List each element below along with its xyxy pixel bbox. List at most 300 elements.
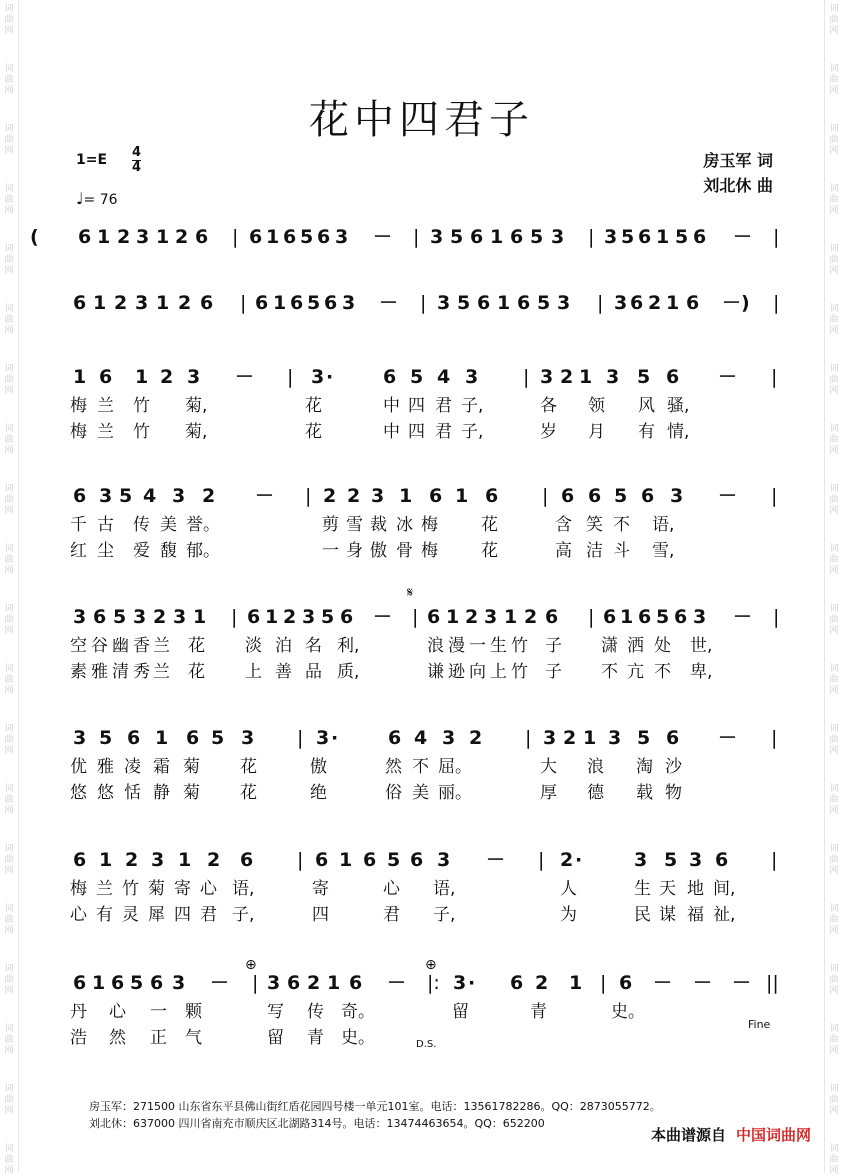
note: 1	[156, 292, 170, 314]
note: 3	[302, 606, 316, 628]
lyric-word: 留	[267, 1028, 284, 1048]
watermark-glyph: 网	[829, 806, 839, 816]
watermark-glyph: 词	[4, 1024, 14, 1034]
sustain-dash: －	[373, 606, 393, 628]
watermark-glyph: 词	[829, 784, 839, 794]
note: 3	[342, 292, 356, 314]
watermark-glyph: 曲	[4, 435, 14, 445]
watermark-glyph: 词	[829, 724, 839, 734]
lyric-word: 梅	[421, 515, 438, 535]
note: 2	[283, 606, 297, 628]
lyric-word: 善	[275, 662, 292, 682]
barline: |	[232, 226, 239, 248]
watermark-glyph: 词	[4, 964, 14, 974]
watermark-glyph: 网	[4, 386, 14, 396]
note: 6	[255, 292, 269, 314]
note: 2	[307, 972, 321, 994]
lyric-word: 中	[383, 422, 400, 442]
ds-marking: D.S.	[416, 1039, 437, 1050]
lyric-word: 兰	[153, 636, 170, 656]
note: 6	[588, 485, 602, 507]
lyric-word: 馥	[160, 541, 177, 561]
note: 6	[111, 972, 125, 994]
watermark-glyph: 网	[829, 926, 839, 936]
note: 1	[399, 485, 413, 507]
lyric-word: 淘	[636, 757, 653, 777]
lyric-word: 梅	[421, 541, 438, 561]
barline: |	[297, 727, 304, 749]
lyric-word: 骚,	[667, 396, 690, 416]
dot-extension: ·	[468, 972, 476, 994]
lyric-word: 兰	[97, 422, 114, 442]
note: 6	[127, 727, 141, 749]
note: 6	[315, 849, 329, 871]
footer-line-lyricist: 房玉军：271500 山东省东平县佛山街红盾花园四号楼一单元101室。电话：13561782286。QQ：2873055772。	[89, 1100, 661, 1113]
note: 5	[530, 226, 544, 248]
lyric-word: 四	[312, 905, 329, 925]
note: 1	[455, 485, 469, 507]
sustain-dash: －	[733, 226, 753, 248]
note: 3	[540, 366, 554, 388]
lyric-word: 留	[452, 1002, 469, 1022]
tempo-value: = 76	[83, 192, 118, 208]
watermark-glyph: 词	[829, 544, 839, 554]
lyric-word: 子,	[433, 905, 456, 925]
lyric-line-verse-2	[0, 539, 843, 563]
barline: |	[231, 606, 238, 628]
lyric-word: 静	[153, 783, 170, 803]
watermark-glyph: 词	[4, 904, 14, 914]
watermark-glyph: 网	[4, 446, 14, 456]
lyric-word: 犀	[148, 905, 165, 925]
note: 6	[641, 485, 655, 507]
watermark-glyph: 曲	[829, 195, 839, 205]
lyric-word: 爱	[133, 541, 150, 561]
note: 2	[524, 606, 538, 628]
watermark-glyph: 词	[829, 304, 839, 314]
note: 6	[249, 226, 263, 248]
note: 1	[569, 972, 583, 994]
quarter-note-icon: ♩	[76, 189, 84, 208]
lyric-word: 兰	[96, 879, 113, 899]
sustain-dash: －	[733, 606, 753, 628]
note: 4	[437, 366, 451, 388]
watermark-glyph: 词	[4, 4, 14, 14]
watermark-glyph: 网	[829, 26, 839, 36]
barline: |	[588, 606, 595, 628]
watermark-glyph: 网	[4, 326, 14, 336]
lyric-word: 一	[469, 636, 486, 656]
lyric-word: 红	[70, 541, 87, 561]
time-signature-top: 4	[132, 145, 142, 160]
note: 5	[614, 485, 628, 507]
barline: |	[305, 485, 312, 507]
open-paren: (	[30, 226, 39, 248]
note: 2	[114, 292, 128, 314]
note: 4	[143, 485, 157, 507]
lyric-word: 大	[540, 757, 557, 777]
watermark-glyph: 网	[4, 206, 14, 216]
watermark-glyph: 网	[4, 566, 14, 576]
sustain-dash: －	[718, 366, 738, 388]
note: 6	[619, 972, 633, 994]
note: 3	[73, 606, 87, 628]
watermark-glyph: 曲	[4, 915, 14, 925]
lyric-word: 浩	[70, 1028, 87, 1048]
lyric-word: 清	[112, 662, 129, 682]
lyric-word: 漫	[448, 636, 465, 656]
lyric-word: 人	[560, 879, 577, 899]
barline: |	[523, 366, 530, 388]
watermark-glyph: 网	[829, 146, 839, 156]
watermark-glyph: 曲	[829, 75, 839, 85]
notation-row	[0, 845, 843, 875]
watermark-glyph: 词	[829, 244, 839, 254]
watermark-glyph: 网	[4, 146, 14, 156]
lyric-word: 竹	[122, 879, 139, 899]
watermark-glyph: 网	[4, 86, 14, 96]
watermark-glyph: 曲	[829, 135, 839, 145]
watermark-glyph: 网	[829, 1166, 839, 1176]
lyric-line-verse-2	[0, 660, 843, 684]
lyric-word: 一	[322, 541, 339, 561]
note: 2	[125, 849, 139, 871]
note: 1	[97, 226, 111, 248]
lyric-word: 名	[305, 636, 322, 656]
note: 6	[247, 606, 261, 628]
note: 2	[563, 727, 577, 749]
watermark-glyph: 网	[4, 1106, 14, 1116]
watermark-glyph: 曲	[4, 375, 14, 385]
note: 3	[430, 226, 444, 248]
lyric-line-verse-1	[0, 877, 843, 901]
lyric-word: 语,	[652, 515, 675, 535]
note: 3	[73, 727, 87, 749]
lyric-line-verse-2	[0, 903, 843, 927]
note: 1	[155, 727, 169, 749]
lyric-word: 菊,	[185, 422, 208, 442]
watermark-glyph: 网	[829, 746, 839, 756]
lyric-word: 福	[687, 905, 704, 925]
note: 1	[178, 849, 192, 871]
watermark-glyph: 网	[829, 86, 839, 96]
note: 6	[410, 849, 424, 871]
watermark-glyph: 网	[829, 506, 839, 516]
lyric-word: 四	[408, 396, 425, 416]
lyric-word: 竹	[133, 396, 150, 416]
watermark-glyph: 词	[829, 904, 839, 914]
lyric-line-verse-1	[0, 755, 843, 779]
lyric-word: 正	[150, 1028, 167, 1048]
lyric-word: 载	[636, 783, 653, 803]
lyric-word: 不	[601, 662, 618, 682]
lyric-word: 奇。	[341, 1002, 375, 1022]
notation-row	[0, 481, 843, 511]
lyric-word: 幽	[112, 636, 129, 656]
watermark-glyph: 曲	[4, 1155, 14, 1165]
lyric-word: 然	[109, 1028, 126, 1048]
watermark-glyph: 词	[4, 604, 14, 614]
note: 6	[427, 606, 441, 628]
note: 3	[634, 849, 648, 871]
note: 3	[437, 849, 451, 871]
lyric-word: 千	[70, 515, 87, 535]
note: 6	[603, 606, 617, 628]
note: 1	[339, 849, 353, 871]
lyric-word: 沙	[665, 757, 682, 777]
note: 1	[446, 606, 460, 628]
note: 1	[156, 226, 170, 248]
lyric-word: 心	[109, 1002, 126, 1022]
lyric-line-verse-2	[0, 420, 843, 444]
note: 3	[606, 366, 620, 388]
watermark-glyph: 词	[4, 1084, 14, 1094]
barline: |	[771, 849, 778, 871]
note: 1	[265, 606, 279, 628]
note: 6	[283, 226, 297, 248]
watermark-glyph: 网	[829, 206, 839, 216]
watermark-glyph: 词	[829, 604, 839, 614]
lyric-word: 兰	[153, 662, 170, 682]
lyric-word: 花	[240, 757, 257, 777]
note: 2	[465, 606, 479, 628]
note: 6	[510, 226, 524, 248]
sustain-dash: －	[653, 972, 673, 994]
note: 6	[73, 292, 87, 314]
watermark-glyph: 网	[4, 1166, 14, 1176]
note: 3	[442, 727, 456, 749]
dot-extension: ·	[326, 366, 334, 388]
lyric-word: 含	[555, 515, 572, 535]
watermark-glyph: 词	[829, 124, 839, 134]
lyric-word: 颗	[185, 1002, 202, 1022]
lyric-word: 恬	[124, 783, 141, 803]
note: 6	[324, 292, 338, 314]
lyric-word: 中	[383, 396, 400, 416]
lyric-word: 厚	[540, 783, 557, 803]
lyric-word: 祉,	[713, 905, 736, 925]
barline: |	[773, 292, 780, 314]
lyric-word: 菊,	[185, 396, 208, 416]
lyric-word: 利,	[337, 636, 360, 656]
note: 5	[307, 292, 321, 314]
watermark-glyph: 网	[4, 1046, 14, 1056]
watermark-glyph: 网	[4, 746, 14, 756]
watermark-glyph: 词	[4, 244, 14, 254]
barline: |	[420, 292, 427, 314]
lyric-word: 洒	[627, 636, 644, 656]
lyric-word: 传	[133, 515, 150, 535]
note: 3	[543, 727, 557, 749]
source-credit	[651, 1124, 811, 1145]
watermark-glyph: 词	[4, 304, 14, 314]
lyric-word: 写	[267, 1002, 284, 1022]
lyric-word: 子,	[461, 396, 484, 416]
lyric-word: 寄	[312, 879, 329, 899]
sustain-dash: －	[387, 972, 407, 994]
watermark-glyph: 曲	[829, 615, 839, 625]
lyric-word: 屈。	[438, 757, 472, 777]
watermark-glyph: 曲	[829, 1155, 839, 1165]
watermark-glyph: 网	[4, 806, 14, 816]
lyric-word: 优	[70, 757, 87, 777]
lyric-word: 气	[185, 1028, 202, 1048]
note: 3	[608, 727, 622, 749]
segno-sign: 𝄋	[407, 585, 414, 601]
note: 6	[340, 606, 354, 628]
lyric-word: 四	[408, 422, 425, 442]
note: 6	[93, 606, 107, 628]
lyric-word: 谋	[659, 905, 676, 925]
note: 1	[99, 849, 113, 871]
note: 6	[630, 292, 644, 314]
watermark-glyph: 网	[829, 446, 839, 456]
note: 1	[579, 366, 593, 388]
barline: |	[412, 606, 419, 628]
lyric-word: 冰	[396, 515, 413, 535]
credits	[703, 148, 773, 198]
watermark-glyph: 曲	[4, 1095, 14, 1105]
watermark-glyph: 词	[4, 64, 14, 74]
note: 5	[637, 366, 651, 388]
watermark-glyph: 曲	[829, 435, 839, 445]
barline: |	[240, 292, 247, 314]
note: 6	[186, 727, 200, 749]
note: 5	[119, 485, 133, 507]
watermark-glyph: 网	[829, 1046, 839, 1056]
lyric-word: 心	[70, 905, 87, 925]
note: 5	[300, 226, 314, 248]
note: 2	[207, 849, 221, 871]
note: 6	[383, 366, 397, 388]
note: 5	[664, 849, 678, 871]
watermark-glyph: 曲	[4, 195, 14, 205]
note: 1	[73, 366, 87, 388]
lyric-word: 君	[383, 905, 400, 925]
note: 6	[715, 849, 729, 871]
lyric-word: 悠	[70, 783, 87, 803]
lyric-word: 有	[638, 422, 655, 442]
lyric-word: 语,	[433, 879, 456, 899]
note: 3	[484, 606, 498, 628]
watermark-glyph: 曲	[4, 555, 14, 565]
note: 6	[73, 849, 87, 871]
lyric-word: 子	[545, 636, 562, 656]
lyric-word: 君	[435, 422, 452, 442]
note: 2	[560, 849, 574, 871]
watermark-glyph: 曲	[829, 495, 839, 505]
lyric-word: 兰	[97, 396, 114, 416]
note: 2	[648, 292, 662, 314]
note: 6	[290, 292, 304, 314]
lyric-word: 灵	[122, 905, 139, 925]
note: 1	[490, 226, 504, 248]
note: 5	[637, 727, 651, 749]
note: 5	[113, 606, 127, 628]
watermark-glyph: 网	[829, 686, 839, 696]
note: 5	[387, 849, 401, 871]
lyric-word: 为	[560, 905, 577, 925]
watermark-glyph: 曲	[829, 255, 839, 265]
watermark-glyph: 词	[829, 184, 839, 194]
watermark-glyph: 词	[829, 1144, 839, 1154]
lyric-word: 古	[97, 515, 114, 535]
time-signature-bottom: 4	[132, 160, 142, 175]
watermark-glyph: 曲	[4, 975, 14, 985]
note: 2	[153, 606, 167, 628]
lyric-word: 菊	[183, 757, 200, 777]
note: 5	[410, 366, 424, 388]
watermark-glyph: 曲	[4, 1035, 14, 1045]
note: 5	[99, 727, 113, 749]
note: 6	[240, 849, 254, 871]
note: 2	[469, 727, 483, 749]
lyric-word: 素	[70, 662, 87, 682]
sustain-dash: －	[255, 485, 275, 507]
lyric-word: 空	[70, 636, 87, 656]
barline: |	[588, 226, 595, 248]
lyric-word: 梅	[70, 396, 87, 416]
watermark-glyph: 曲	[4, 75, 14, 85]
watermark-glyph: 词	[829, 1024, 839, 1034]
note: 6	[470, 226, 484, 248]
watermark-glyph: 曲	[829, 915, 839, 925]
note: 5	[457, 292, 471, 314]
note: 2	[160, 366, 174, 388]
note: 3	[551, 226, 565, 248]
note: 6	[485, 485, 499, 507]
lyric-word: 竹	[511, 636, 528, 656]
lyric-word: 子	[545, 662, 562, 682]
source-brand: 中国词曲网	[735, 1126, 811, 1144]
note: 6	[363, 849, 377, 871]
lyric-word: 美	[412, 783, 429, 803]
watermark-glyph: 词	[4, 844, 14, 854]
dot-extension: ·	[575, 849, 583, 871]
note: 6	[674, 606, 688, 628]
time-signature	[132, 146, 141, 175]
watermark-glyph: 曲	[829, 975, 839, 985]
note: 2	[560, 366, 574, 388]
lyric-word: 花	[305, 396, 322, 416]
lyric-word: 凌	[124, 757, 141, 777]
watermark-glyph: 曲	[4, 675, 14, 685]
note: 3	[136, 226, 150, 248]
watermark-glyph: 词	[4, 544, 14, 554]
lyric-word: 笑	[586, 515, 603, 535]
lyric-word: 誉。	[186, 515, 220, 535]
watermark-glyph: 曲	[829, 795, 839, 805]
lyric-word: 秀	[133, 662, 150, 682]
lyric-word: 丹	[70, 1002, 87, 1022]
note: 6	[317, 226, 331, 248]
lyric-word: 有	[96, 905, 113, 925]
note: 6	[545, 606, 559, 628]
lyric-word: 谷	[91, 636, 108, 656]
note: 3	[604, 226, 618, 248]
note: 3	[241, 727, 255, 749]
note: 6	[349, 972, 363, 994]
lyric-word: 上	[245, 662, 262, 682]
lyric-line-verse-2	[0, 781, 843, 805]
lyric-word: 德	[587, 783, 604, 803]
barline: ||	[766, 972, 779, 994]
lyric-word: 生	[634, 879, 651, 899]
notation-row	[0, 288, 843, 318]
lyric-word: 身	[346, 541, 363, 561]
barline: |	[525, 727, 532, 749]
watermark-glyph: 网	[829, 866, 839, 876]
